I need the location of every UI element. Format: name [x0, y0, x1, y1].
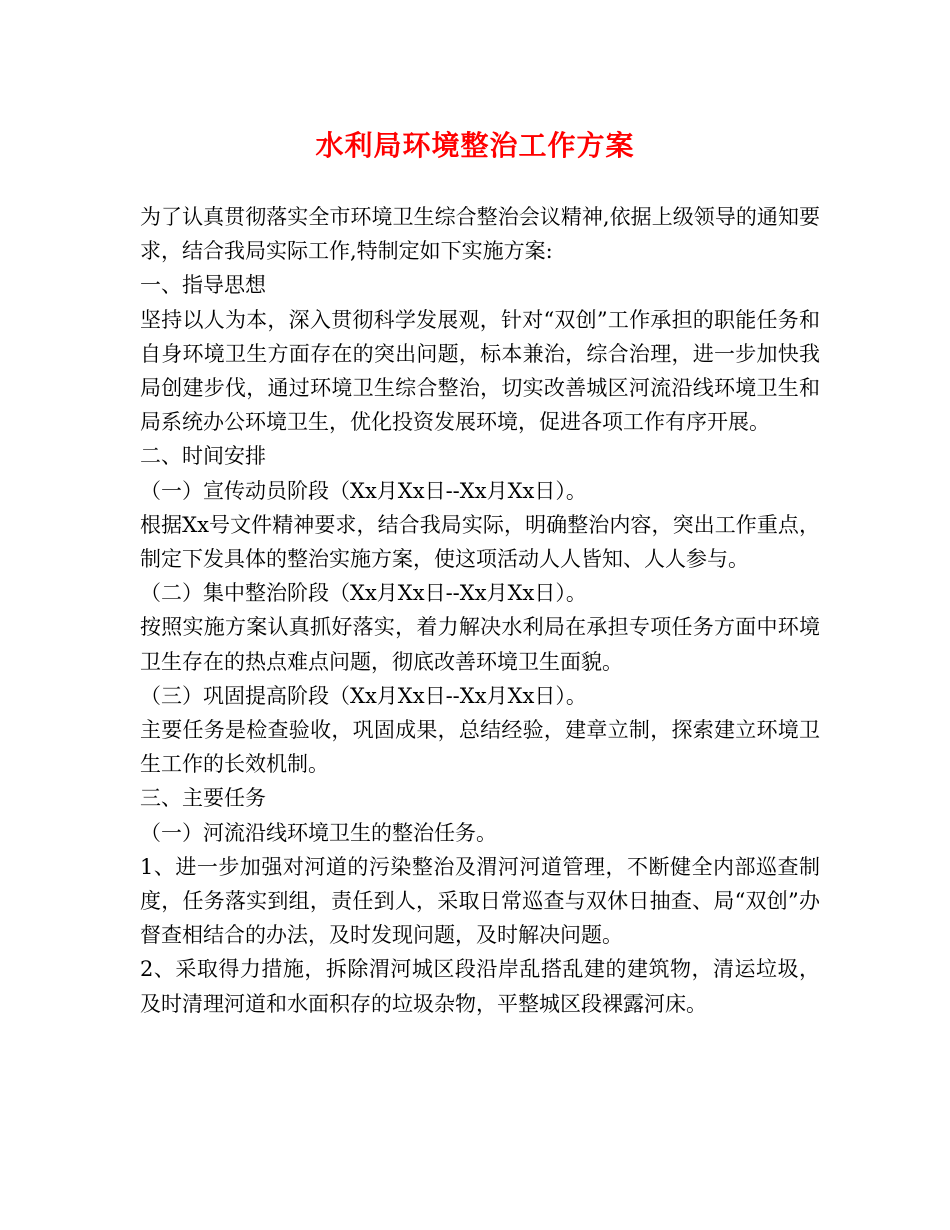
document-title: 水利局环境整治工作方案 — [315, 129, 635, 162]
stage-one-heading: （一）宣传动员阶段（Xx月Xx日--Xx月Xx日）。 — [140, 478, 587, 503]
section-heading-guiding-ideology: 一、指导思想 — [140, 273, 266, 298]
stage-two-paragraph: 按照实施方案认真抓好落实，着力解决水利局在承担专项任务方面中环境卫生存在的热点难点问题，彻底改善环境卫生面貌。 — [140, 615, 820, 674]
stage-three-heading: （三）巩固提高阶段（Xx月Xx日--Xx月Xx日）。 — [140, 683, 587, 708]
section-heading-schedule: 二、时间安排 — [140, 444, 266, 469]
guiding-ideology-paragraph: 坚持以人为本，深入贯彻科学发展观，针对“双创”工作承担的职能任务和自身环境卫生方面存在的突出问题，标本兼治，综合治理，进一步加快我局创建步伐，通过环境卫生综合整治，切实改善城区河流沿线环境卫生和局系统办公环境卫生，优化投资发展环境，促进各项工作有序开展。 — [140, 307, 820, 435]
task-item-two: 2、采取得力措施，拆除渭河城区段沿岸乱搭乱建的建筑物，清运垃圾，及时清理河道和水面积存的垃圾杂物，平整城区段裸露河床。 — [140, 957, 820, 1016]
section-heading-main-tasks: 三、主要任务 — [140, 786, 266, 811]
stage-one-paragraph: 根据Xx号文件精神要求，结合我局实际，明确整治内容，突出工作重点，制定下发具体的整治实施方案，使这项活动人人皆知、人人参与。 — [140, 512, 820, 572]
document-body — [140, 200, 820, 1021]
task-item-one: 1、进一步加强对河道的污染整治及渭河河道管理，不断健全内部巡查制度，任务落实到组，责任到人，采取日常巡查与双休日抽查、局“双创”办督查相结合的办法，及时发现问题，及时解决问题。 — [140, 854, 820, 948]
task-one-heading: （一）河流沿线环境卫生的整治任务。 — [140, 820, 497, 845]
stage-three-paragraph: 主要任务是检查验收，巩固成果，总结经验，建章立制，探索建立环境卫生工作的长效机制。 — [140, 718, 820, 777]
stage-two-heading: （二）集中整治阶段（Xx月Xx日--Xx月Xx日）。 — [140, 581, 587, 606]
intro-paragraph: 为了认真贯彻落实全市环境卫生综合整治会议精神,依据上级领导的通知要求，结合我局实际工作,特制定如下实施方案: — [140, 205, 820, 264]
